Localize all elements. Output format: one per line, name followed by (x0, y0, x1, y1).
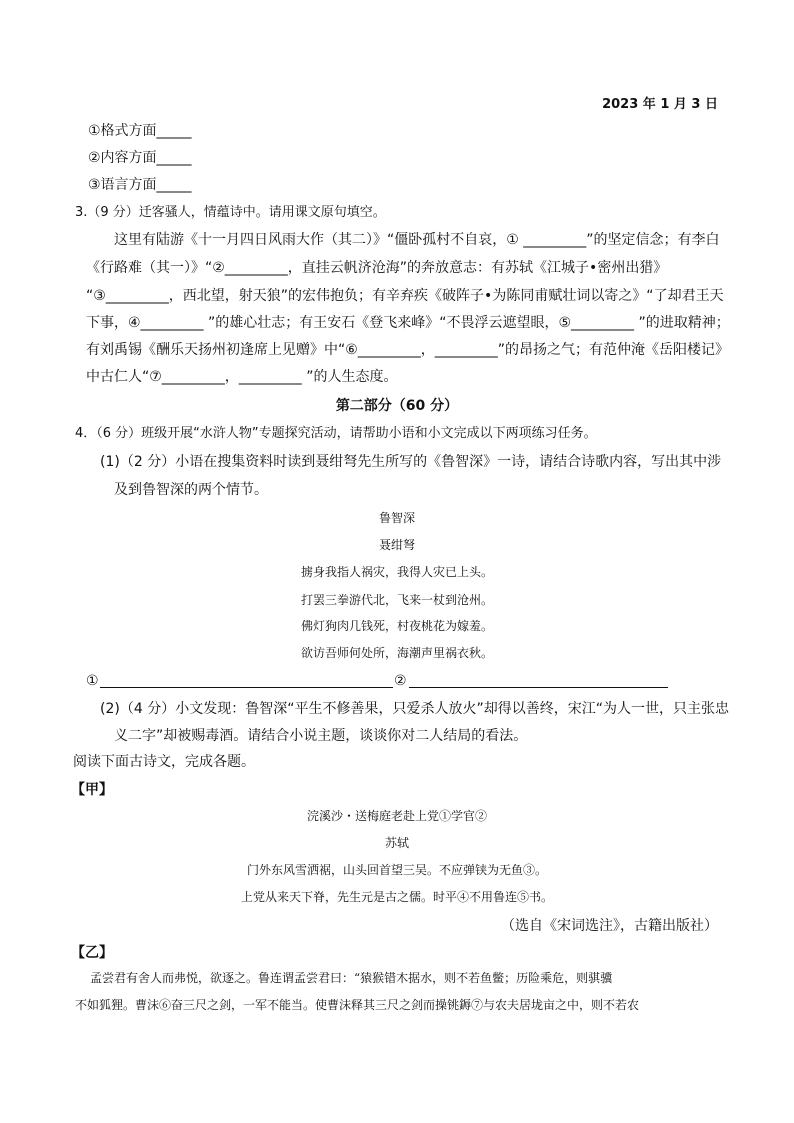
jia-source: （选自《宋词选注》，古籍出版社） (501, 918, 718, 934)
q4-sub1-line-1: (1)（2 分）小语在搜集资料时读到聂绀弩先生所写的《鲁智深》一诗，请结合诗歌内容，写出其中涉 (100, 454, 722, 470)
jia-line-2: 上党从来天下脊，先生元是古之儒。时平④不用鲁连⑤书。 (240, 890, 553, 904)
jia-label: 【甲】 (71, 782, 113, 798)
q4-sub2-line-1: (2)（4 分）小文发现：鲁智深“平生不修善果，只爱杀人放火”却得以善终，宋江“为人一世，只主张忠 (100, 701, 729, 717)
jia-line-1: 门外东风雪洒裾，山头回首望三吴。不应弹铗为无鱼③。 (246, 863, 547, 877)
poem-line-4: 欲访吾师何处所，海潮声里祸衣秋。 (300, 646, 493, 660)
answer-line-2 (409, 687, 668, 688)
answer-mark-1: ① (86, 673, 99, 689)
answer-mark-2: ② (394, 673, 407, 689)
q4-sub2-line-2: 义二字”却被赐毒酒。请结合小说主题，谈谈你对二人结局的看法。 (114, 728, 528, 744)
q3-line-6: 中古仁人“⑦_________，_________ ”的人生态度。 (86, 369, 398, 385)
q3-line-1: 这里有陆游《十一月四日风雨大作（其二）》“僵卧孤村不自哀，① _________”的坚定信念；有李白 (114, 232, 720, 248)
answer-line-1 (100, 687, 393, 688)
q2-item-content: ②内容方面_____ (88, 150, 192, 166)
jia-title: 浣溪沙・送梅庭老赴上党①学官② (306, 809, 487, 823)
poem-line-3: 佛灯狗肉几钱死，村夜桃花为嫁羞。 (300, 619, 493, 633)
q3-line-5: 有刘禹锡《酬乐天扬州初逢席上见赠》中“⑥_________，_________”的昂扬之气；有范仲淹《岳阳楼记》 (86, 342, 730, 358)
yi-line-2: 不如狐狸。曹沫⑥奋三尺之剑，一军不能当。使曹沫释其三尺之剑而操铫鎒⑦与农夫居垅亩之中，则不若农 (75, 998, 640, 1012)
q3-line-3: “③_________，西北望，射天狼”的宏伟抱负；有辛弃疾《破阵子•为陈同甫赋壮词以寄之》“了却君王天 (86, 288, 724, 304)
date: 2023 年 1 月 3 日 (602, 97, 718, 112)
poem-line-1: 掳身我指人祸灾，我得人灾已上头。 (300, 565, 493, 579)
q2-item-format: ①格式方面_____ (88, 123, 192, 139)
poem-line-2: 打罢三拳游代北，飞来一杖到沧州。 (300, 593, 493, 607)
poem-title: 鲁智深 (378, 511, 415, 525)
part2-heading: 第二部分（60 分） (335, 398, 459, 414)
yi-label: 【乙】 (71, 945, 113, 961)
reading-intro: 阅读下面古诗文，完成各题。 (73, 754, 255, 770)
poem-author: 聂绀弩 (378, 538, 415, 552)
q2-item-language: ③语言方面_____ (88, 177, 192, 193)
yi-line-1: 孟尝君有舍人而弗悦，欲逐之。鲁连谓孟尝君曰：“猿猴错木据水，则不若鱼鳖；历险乘危，则骐骥 (90, 971, 613, 985)
q3-line-2: 《行路难（其一）》“②_________，直挂云帆济沧海”的奔放意志：有苏轼《江城子•密州出猎》 (86, 260, 668, 276)
q4-title: 4．（6 分）班级开展“水浒人物”专题探究活动，请帮助小语和小文完成以下两项练习任务。 (75, 426, 597, 441)
q4-sub1-line-2: 及到鲁智深的两个情节。 (114, 482, 268, 498)
q3-line-4: 下事，④_________ ”的雄心壮志；有王安石《登飞来峰》“不畏浮云遮望眼，⑤_________ ”的进取精神； (86, 315, 730, 331)
jia-author: 苏轼 (384, 836, 409, 850)
q3-title: 3.（9 分）迁客骚人，情蕴诗中。请用课文原句填空。 (75, 205, 386, 220)
